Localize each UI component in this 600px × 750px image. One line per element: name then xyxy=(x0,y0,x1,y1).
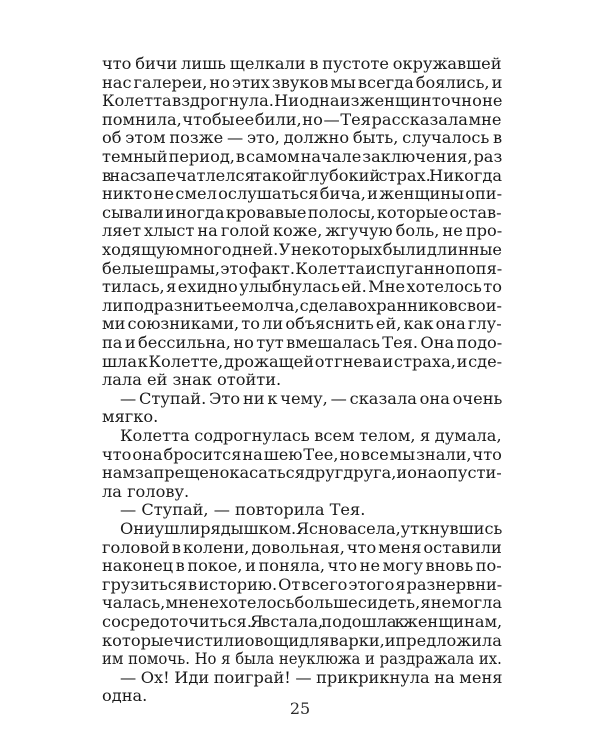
text-line: ла голову. xyxy=(102,481,190,501)
text-line: — Ступай. Это ни к чему, — сказала она очень xyxy=(120,388,503,408)
text-line: которые чистили овощи для варки, и предложила xyxy=(102,630,502,650)
page-number: 25 xyxy=(289,699,311,718)
text-line: сосредоточиться. Я встала, подошла к женщинам, xyxy=(102,612,503,631)
text-line: ми союзниками, то ли объяснить ей, как она глу- xyxy=(102,314,502,334)
text-line: грузиться в историю. От всего этого я разнервни- xyxy=(102,574,503,594)
text-line: па и бессильна, но тут вмешалась Тея. Она подо- xyxy=(102,333,503,352)
text-line: шла к Колетте, дрожащей от гнева и страха, и сде- xyxy=(102,351,503,371)
text-line: в нас запечатлелся такой глубокий страх. Никогда xyxy=(102,165,502,185)
text-line: тилась, я ехидно улыбнулась ей. Мне хотелось то xyxy=(102,277,502,297)
text-line: об этом позже — это, должно быть, случалось в xyxy=(102,128,503,148)
text-line: никто не смел ослушаться бича, и женщины опи- xyxy=(102,184,503,204)
text-line: темный период, в самом начале заключения, раз xyxy=(102,147,503,166)
text-line: что бичи лишь щелкали в пустоте окружавшей xyxy=(102,54,502,73)
text-line: нас галереи, но этих звуков мы всегда боялись, и xyxy=(102,72,503,92)
text-line: ляет хлыст на голой коже, жгучую боль, не про- xyxy=(102,221,503,241)
text-line: наконец в покое, и поняла, что не могу вновь по- xyxy=(102,556,502,576)
text-line: лала ей знак отойти. xyxy=(102,370,282,390)
text-line: ходящую много дней. У некоторых были длинные xyxy=(102,240,503,259)
text-line: что она бросится на шею Тее, но все мы знали, что xyxy=(102,444,502,464)
text-line: мягко. xyxy=(102,407,159,427)
text-line: белые шрамы, это факт. Колетта испуганно попя- xyxy=(102,258,503,278)
text-line: — Ступай, — повторила Тея. xyxy=(120,500,366,520)
text-line: чалась, мне не хотелось больше сидеть, я не могла xyxy=(102,593,502,613)
text-line: сывали иногда кровавые полосы, которые остав- xyxy=(102,202,502,222)
text-line: головой в колени, довольная, что меня оставили xyxy=(102,537,502,557)
text-line: Они ушли рядышком. Я снова села, уткнувшись xyxy=(120,519,503,538)
text-line: им помочь. Но я была неуклюжа и раздражала их. xyxy=(102,649,502,669)
text-line: помнила, чтобы ее били, но — Тея рассказала мне xyxy=(102,109,502,129)
text-line: — Ох! Иди поиграй! — прикрикнула на меня xyxy=(120,667,503,687)
text-line: Колетта содрогнулась всем телом, я думала, xyxy=(120,426,502,445)
text-line: одна. xyxy=(102,686,148,706)
text-line: Колетта вздрогнула. Ни одна из женщин точно не xyxy=(102,91,503,111)
text-line: нам запрещено касаться друг друга, и она опусти- xyxy=(102,463,502,483)
text-line: ли подразнить ее молча, сделав охранников свои- xyxy=(102,295,502,315)
